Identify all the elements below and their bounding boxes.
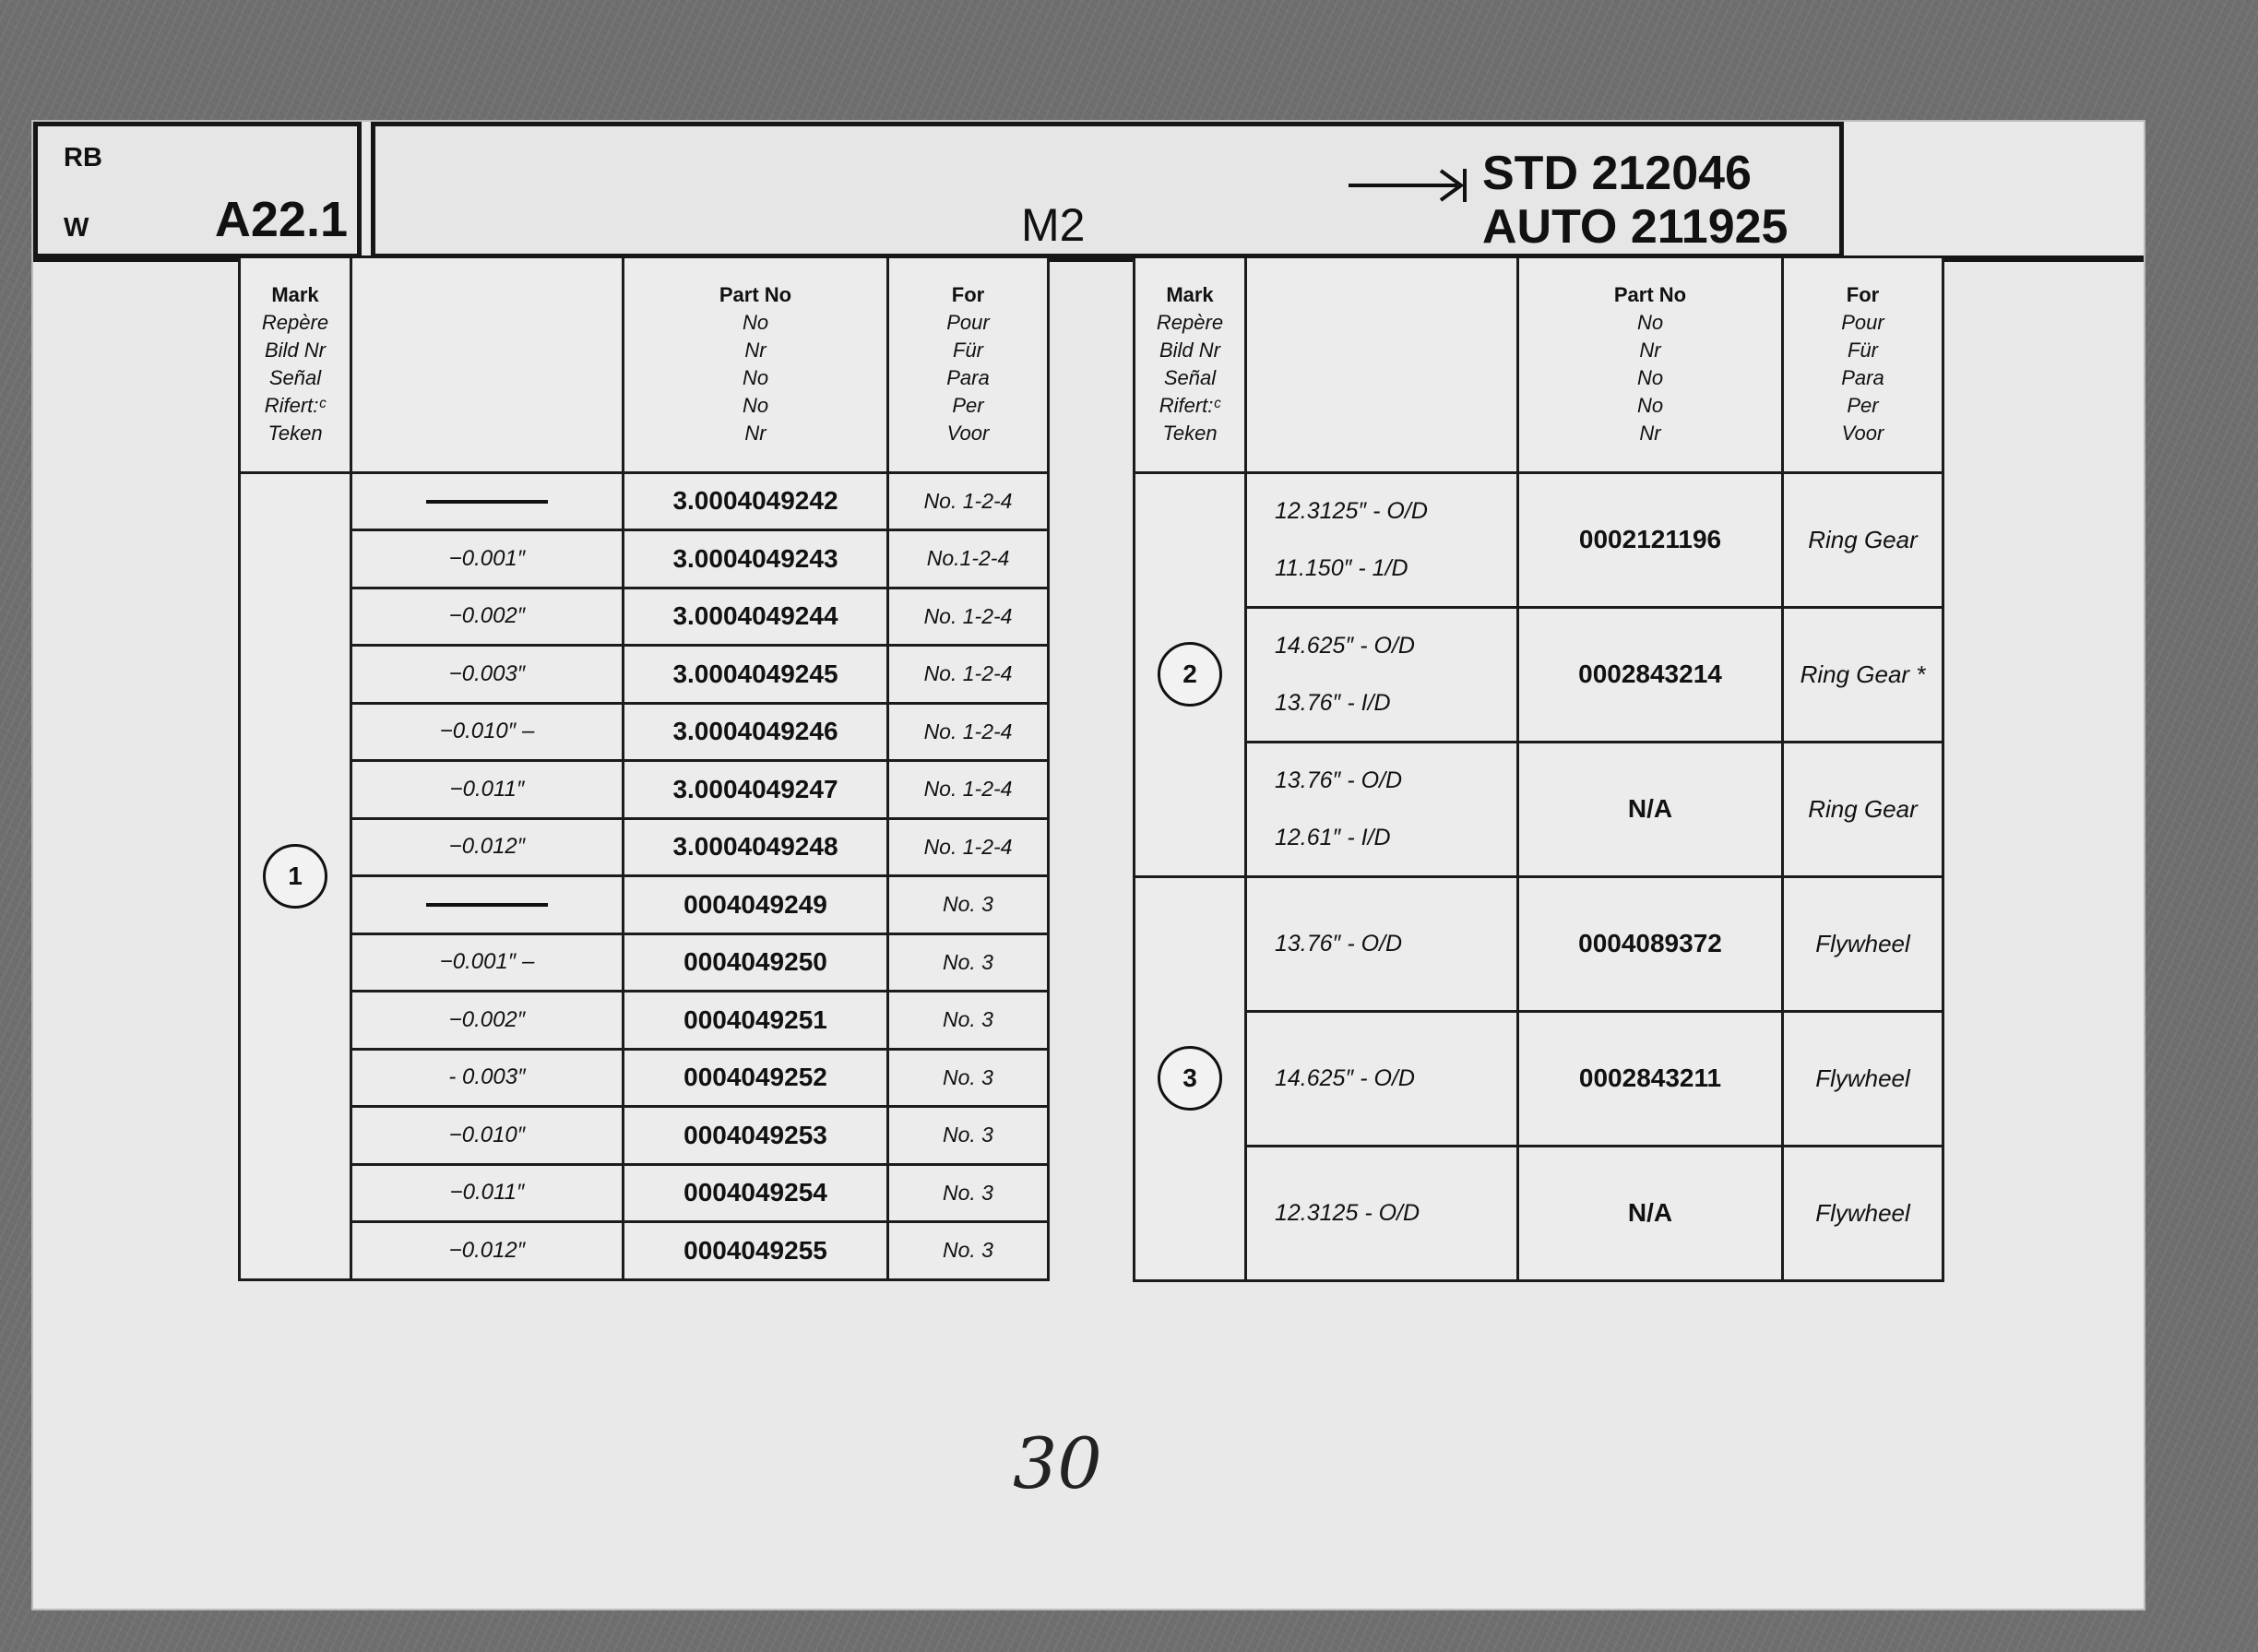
size-value: −0.011″ — [449, 776, 525, 802]
part-header — [624, 258, 888, 472]
dimension-id: 12.61″ - I/D — [1275, 825, 1391, 850]
for-value: No. 3 — [888, 1049, 1049, 1107]
parts-card — [31, 120, 2145, 1610]
hdr-mark-fr: Repère — [261, 311, 329, 335]
size-value: −0.001″ – — [439, 949, 535, 975]
hdr-part-en: Part No — [719, 283, 792, 307]
for-value: No.1-2-4 — [888, 530, 1049, 588]
table-row — [1135, 472, 1943, 607]
part-number: 0004049251 — [624, 992, 888, 1050]
size-header — [1246, 258, 1518, 472]
size-value: −0.003″ — [448, 660, 526, 686]
size-cell — [351, 588, 624, 646]
hdr-mark-de: Bild Nr — [1159, 339, 1220, 362]
table-row — [1135, 607, 1943, 742]
hdr-for-es: Para — [946, 366, 990, 390]
header-w: W — [64, 213, 89, 243]
hdr-mark-es: Señal — [1163, 366, 1217, 390]
size-cell — [351, 818, 624, 876]
hdr-for-nl: Voor — [1841, 422, 1884, 446]
table-row — [1135, 876, 1943, 1011]
hdr-part-nl: Nr — [744, 422, 767, 446]
part-number: 0004049250 — [624, 933, 888, 992]
header-code: A22.1 — [214, 192, 348, 247]
hdr-part-it: No — [1636, 394, 1664, 418]
for-value: Flywheel — [1783, 876, 1943, 1011]
table-row — [240, 818, 1049, 876]
hdr-for-en: For — [951, 283, 985, 307]
dimension-od: 13.76″ - O/D — [1275, 931, 1403, 957]
mark-header — [1135, 258, 1246, 472]
part-number: N/A — [1518, 742, 1783, 876]
nominal-dash — [426, 500, 548, 504]
table-row — [1135, 742, 1943, 876]
for-value: Flywheel — [1783, 1011, 1943, 1146]
part-number: 3.0004049244 — [624, 588, 888, 646]
size-cell — [351, 472, 624, 530]
table-row — [240, 1107, 1049, 1165]
dimension-cell — [1246, 1011, 1518, 1146]
size-cell — [351, 1049, 624, 1107]
for-value: No. 3 — [888, 992, 1049, 1050]
mark-circle: 2 — [1158, 642, 1222, 707]
size-value: −0.012″ — [448, 1237, 526, 1263]
size-cell — [351, 1222, 624, 1280]
hdr-mark-it: Rifert:ᶜ — [264, 394, 327, 418]
part-number: N/A — [1518, 1146, 1783, 1280]
hdr-mark-en: Mark — [1166, 283, 1214, 307]
table-row — [1135, 1011, 1943, 1146]
table-row — [240, 1049, 1049, 1107]
size-value: −0.002″ — [448, 603, 526, 629]
hdr-mark-nl: Teken — [267, 422, 323, 446]
hdr-part-fr: No — [1636, 311, 1664, 335]
header-main-box — [371, 122, 1844, 258]
hdr-part-it: No — [742, 394, 769, 418]
nominal-dash — [426, 903, 548, 907]
dimension-od: 14.625″ - O/D — [1275, 1065, 1415, 1091]
table-row — [240, 761, 1049, 819]
for-value: No. 1-2-4 — [888, 703, 1049, 761]
hdr-part-de: Nr — [744, 339, 767, 362]
size-cell — [351, 703, 624, 761]
size-cell — [351, 646, 624, 704]
right-rows — [1135, 472, 1943, 1280]
mark-circle: 3 — [1158, 1046, 1222, 1111]
mark-header — [240, 258, 351, 472]
dimension-cell — [1246, 742, 1518, 876]
dimension-cell — [1246, 472, 1518, 607]
page-number-handwritten: 30 — [1013, 1422, 1102, 1504]
hdr-mark-it: Rifert:ᶜ — [1159, 394, 1221, 418]
dimension-cell — [1246, 1146, 1518, 1280]
table-row — [240, 588, 1049, 646]
part-number: 3.0004049243 — [624, 530, 888, 588]
hdr-for-nl: Voor — [946, 422, 990, 446]
table-row — [240, 530, 1049, 588]
hdr-for-es: Para — [1841, 366, 1884, 390]
dimension-od: 13.76″ - O/D — [1275, 767, 1403, 793]
hdr-part-es: No — [742, 366, 769, 390]
part-number: 0002121196 — [1518, 472, 1783, 607]
table-row — [240, 992, 1049, 1050]
part-number: 0002843211 — [1518, 1011, 1783, 1146]
for-value: No. 3 — [888, 933, 1049, 992]
size-value: −0.011″ — [449, 1180, 525, 1206]
hdr-for-fr: Pour — [1841, 311, 1884, 335]
left-parts-table — [238, 258, 1050, 1281]
size-cell — [351, 530, 624, 588]
size-cell — [351, 933, 624, 992]
for-value: No. 1-2-4 — [888, 588, 1049, 646]
part-number: 3.0004049247 — [624, 761, 888, 819]
hdr-for-en: For — [1846, 283, 1880, 307]
size-cell — [351, 876, 624, 934]
header-model: M2 — [1021, 199, 1086, 251]
for-value: Ring Gear — [1783, 472, 1943, 607]
for-value: No. 1-2-4 — [888, 646, 1049, 704]
part-number: 0004049252 — [624, 1049, 888, 1107]
part-number: 0004049253 — [624, 1107, 888, 1165]
right-parts-table — [1133, 258, 1944, 1282]
for-value: No. 3 — [888, 1222, 1049, 1280]
part-number: 0004049255 — [624, 1222, 888, 1280]
for-value: Ring Gear * — [1783, 607, 1943, 742]
header-left-box — [33, 122, 362, 258]
for-value: No. 1-2-4 — [888, 761, 1049, 819]
for-header — [888, 258, 1049, 472]
table-row — [240, 472, 1049, 530]
table-row — [240, 933, 1049, 992]
header-rb: RB — [64, 143, 102, 172]
size-value: −0.010″ – — [439, 719, 535, 744]
size-value: - 0.003″ — [448, 1064, 526, 1090]
part-number: 0004049254 — [624, 1164, 888, 1222]
hdr-part-nl: Nr — [1639, 422, 1661, 446]
size-value: −0.012″ — [448, 834, 526, 860]
hdr-mark-nl: Teken — [1162, 422, 1218, 446]
dimension-cell — [1246, 876, 1518, 1011]
part-number: 3.0004049242 — [624, 472, 888, 530]
hdr-for-fr: Pour — [946, 311, 990, 335]
for-value: No. 3 — [888, 1164, 1049, 1222]
size-cell — [351, 992, 624, 1050]
hdr-mark-en: Mark — [271, 283, 319, 307]
part-number: 0002843214 — [1518, 607, 1783, 742]
hdr-part-fr: No — [742, 311, 769, 335]
part-number: 3.0004049248 — [624, 818, 888, 876]
dimension-id: 11.150″ - 1/D — [1275, 555, 1408, 581]
dimension-od: 12.3125 - O/D — [1275, 1200, 1420, 1226]
mark-cell — [1135, 472, 1246, 876]
hdr-part-de: Nr — [1639, 339, 1661, 362]
hdr-part-es: No — [1636, 366, 1664, 390]
table-row — [240, 646, 1049, 704]
hdr-mark-fr: Repère — [1156, 311, 1224, 335]
header-std: STD 212046 — [1482, 147, 1752, 200]
dimension-od: 14.625″ - O/D — [1275, 633, 1415, 659]
dimension-id: 13.76″ - I/D — [1275, 690, 1391, 716]
left-rows — [240, 472, 1049, 1279]
for-value: No. 1-2-4 — [888, 818, 1049, 876]
size-value: −0.001″ — [448, 545, 526, 571]
header-auto: AUTO 211925 — [1482, 200, 1789, 254]
size-cell — [351, 761, 624, 819]
for-value: Flywheel — [1783, 1146, 1943, 1280]
header-std-auto — [1482, 147, 1788, 254]
dimension-cell — [1246, 607, 1518, 742]
table-row — [240, 703, 1049, 761]
mark-cell — [240, 472, 351, 1279]
size-header — [351, 258, 624, 472]
hdr-part-en: Part No — [1613, 283, 1687, 307]
table-row — [1135, 1146, 1943, 1280]
hdr-for-it: Per — [1847, 394, 1879, 418]
size-cell — [351, 1107, 624, 1165]
for-value: No. 1-2-4 — [888, 472, 1049, 530]
left-header-row — [240, 258, 1049, 472]
table-row — [240, 1164, 1049, 1222]
arrow-right-icon — [1349, 165, 1473, 202]
part-number: 3.0004049245 — [624, 646, 888, 704]
part-number: 0004089372 — [1518, 876, 1783, 1011]
mark-cell — [1135, 876, 1246, 1280]
size-value: −0.002″ — [448, 1006, 526, 1032]
size-cell — [351, 1164, 624, 1222]
size-value: −0.010″ — [448, 1122, 526, 1147]
for-value: No. 3 — [888, 876, 1049, 934]
hdr-mark-es: Señal — [268, 366, 322, 390]
for-value: Ring Gear — [1783, 742, 1943, 876]
part-number: 0004049249 — [624, 876, 888, 934]
right-header-row — [1135, 258, 1943, 472]
hdr-for-it: Per — [952, 394, 984, 418]
part-header — [1518, 258, 1783, 472]
for-value: No. 3 — [888, 1107, 1049, 1165]
part-number: 3.0004049246 — [624, 703, 888, 761]
dimension-od: 12.3125″ - O/D — [1275, 498, 1428, 524]
mark-circle: 1 — [263, 844, 327, 909]
for-header — [1783, 258, 1943, 472]
hdr-for-de: Für — [953, 339, 983, 362]
table-row — [240, 876, 1049, 934]
hdr-mark-de: Bild Nr — [264, 339, 326, 362]
table-row — [240, 1222, 1049, 1280]
hdr-for-de: Für — [1848, 339, 1878, 362]
